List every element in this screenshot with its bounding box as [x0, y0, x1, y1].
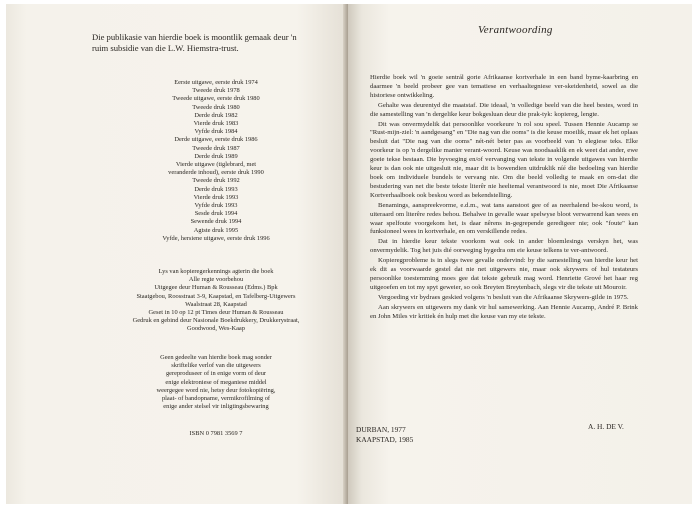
- printing-history-line: Vyfde druk 1984: [194, 128, 238, 136]
- place-date: DURBAN, 1977: [356, 425, 406, 434]
- left-page: [6, 4, 348, 504]
- printing-history-line: Sewende druk 1994: [190, 218, 242, 226]
- printing-history-line: Tweede uitgawe, eerste druk 1980: [172, 95, 260, 103]
- printing-history-line: Derde druk 1982: [194, 111, 238, 119]
- printing-history-line: Vierde uitgawe (tiglebrard, met: [175, 161, 257, 169]
- imprint-line: Staatgebou, Roosstraat 3-9, Kaapstad, en Tafelberg-Uitgewers: [136, 292, 296, 300]
- imprint-block: [106, 268, 326, 334]
- imprint-line: Alle regte voorbehou: [188, 276, 244, 284]
- copyright-line: enige ander stelsel vir inligtingsbewaring: [163, 403, 269, 411]
- printing-history-line: Derde uitgawe, eerste druk 1986: [174, 136, 258, 144]
- paragraph: Aan skrywers en uitgewers my dank vir hul samewerking. Aan Hennie Aucamp, André P. Brink en John Miles vir kritiek én hulp met die keuse van my eie tekste.: [370, 303, 638, 320]
- imprint-line: Goodwood, Wes-Kaap: [187, 325, 245, 333]
- signature-initials: A. H. DE V.: [588, 422, 624, 431]
- paragraph: Kopieregprobleme is in slegs twee gevalle ondervind: by die samestelling van hierdie keur het ek dit as voorwaarde gestel dat nie net uitgewers nie, maar ook skrywers of hul testateurs persoonlike toestemming moes gee dat tekste gebruik mag word. Henriette Grové het haar reg uitgeoefen en tot my spyt geweier, so ook Breyten Breytenbach, slegs vir die tekste uit Mouroir.: [370, 257, 638, 291]
- printing-history-line: Vyfde, hersiene uitgawe, eerste druk 1996: [162, 234, 270, 242]
- printing-history-line: Vierde druk 1983: [193, 120, 239, 128]
- printing-history-line: veranderde inhoud), eerste druk 1990: [168, 169, 264, 177]
- copyright-line: enige elektroniese of meganiese middel: [165, 378, 267, 386]
- page-title: Verantwoording: [478, 24, 553, 36]
- support-note-line: Die publikasie van hierdie boek is moontlik gemaak deur 'n: [92, 32, 297, 42]
- support-note-line: ruim subsidie van die L.W. Hiemstra-trust.: [92, 43, 239, 53]
- imprint-line: Lys van kopieregerkennings agterin die boek: [158, 268, 274, 275]
- paragraph: Vergoeding vir bydraes geskied volgens 'n besluit van die Afrikaanse Skrywers-gilde in 1975.: [378, 293, 629, 301]
- copyright-line: gereproduseer of in enige vorm of deur: [165, 370, 267, 378]
- printing-history-line: Vierde druk 1993: [193, 193, 239, 201]
- printing-history-line: Derde druk 1993: [194, 185, 238, 193]
- printing-history-line: Derde druk 1989: [194, 152, 238, 160]
- printing-history-line: Vyfde druk 1993: [194, 202, 238, 210]
- place-date: KAAPSTAD, 1985: [356, 435, 414, 444]
- copyright-notice: [116, 354, 316, 411]
- printing-history-line: Sesde druk 1994: [194, 210, 238, 218]
- printing-history-line: Tweede druk 1992: [192, 177, 240, 185]
- imprint-line: Waalstraat 28, Kaapstad: [185, 300, 247, 308]
- copyright-line: Geen gedeelte van hierdie boek mag sonder: [160, 354, 272, 361]
- copyright-line: plaat- of bandopname, vermikrofilming of: [161, 395, 271, 403]
- paragraph: Hierdie boek wil 'n goeie sentrál gorie Afrikaanse kortverhale in een band byme-kaarbring en daarmee 'n beeld probeer gee van tematiese en verhaaltegniese ver-skeidenheid, sowel as die historiese ontwikkeling.: [370, 74, 638, 99]
- imprint-line: Uitgegee deur Human & Rousseau (Edms.) Bpk: [154, 284, 278, 292]
- paragraph: Dit was onvermydelik dat persoonlike voorkeure 'n rol sou speel. Tussen Hennie Aucamp se "Rust-mijn-ziel: 'n aandgesang" en "Die nag van die ooms" is die keuse moeilik, maar ek het oplaas besluit dat "Die nag van die ooms" nét-nét beter pas as voorbeeld van 'n elegiese teks. Elke voorkeur is op 'n dergelike manier verant-woord. Keuse was noodsaaklik en ek weet dat ander, ewe goeie tekse bestaan. Die byvoeging en/of vervanging van tekste in volgende uitgawes van hierdie keur is dan ook nie uitgesluit nie, maar dit is bowendien uitdruklik níé die bedoeling van hierdie boek om individuele bundels te vervang nie. Om die beeld volledig te maak en om-dat die bestudering van net die beste tekste literêr nie heeltemal verantwoord is nie, moet Die Afrikaanse Kortverhaalboek ook beskou word as bekendstelling.: [370, 120, 638, 199]
- printing-history: [116, 79, 316, 243]
- copyright-line: weergegee word nie, hetsy deur fotokopiëring,: [156, 386, 276, 394]
- isbn: ISBN 0 7981 3569 7: [189, 430, 243, 437]
- printing-history-line: Eerste uitgawe, eerste druk 1974: [174, 79, 258, 86]
- imprint-line: Geset in 10 op 12 pt Times deur Human & Rousseau: [148, 309, 284, 317]
- acknowledgement-text: [370, 74, 638, 322]
- paragraph: Dat in hierdie keur tekste voorkom wat ook in ander bloemlesings verskyn het, was onvermydelik. Tog het juis dié oorweging bygedra om eie keuse telkens te ver-antwoord.: [370, 238, 638, 255]
- imprint-line: Gedruk en gebind deur Nasionale Boekdrukkery, Drukkerystraat,: [132, 317, 300, 325]
- copyright-line: skriftelike verlof van die uitgewers: [171, 362, 261, 370]
- printing-history-line: Tweede druk 1978: [192, 87, 240, 95]
- paragraph: Benamings, aanspreekvorme, e.d.m., wat tans aanstoot gee of as neerhalend be-skou word, is uiteraard om literêre redes behou. Behalwe in gevalle waar spelwyse bloot verwarrend kan wees en waar spelfoute voorgekom het, is daar nêrens in-gegrepende geredigeer nie; ook "foute" kan funksioneel wees in kortverhale, en om verskillende redes.: [370, 201, 638, 236]
- paragraph: Gehalte was deurentyd die maatstaf. Die ideaal, 'n volledige beeld van die heel bestes, word in die samestelling van 'n dergelike keur bokgesluan deur die prak-tyk: kopiereg, lengte.: [370, 101, 638, 118]
- printing-history-line: Tweede druk 1980: [192, 103, 240, 111]
- printing-history-line: Tweede druk 1987: [192, 144, 240, 152]
- printing-history-line: Agtste druk 1995: [193, 226, 239, 234]
- right-page: [348, 4, 692, 504]
